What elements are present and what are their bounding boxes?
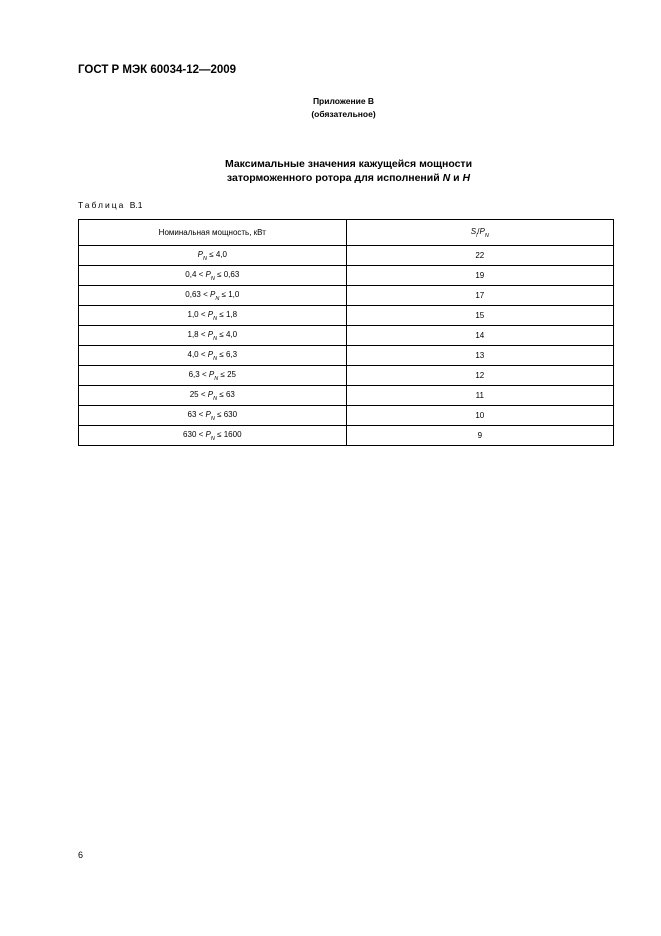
- range-upper: 1,0: [228, 289, 240, 299]
- range-lower: 630: [183, 429, 197, 439]
- cell-ratio: 10: [346, 406, 613, 426]
- document-code: ГОСТ Р МЭК 60034-12—2009: [78, 64, 237, 76]
- cell-rated-power: [79, 286, 347, 306]
- heading-variant-n: N: [442, 172, 451, 184]
- range-lower: 25: [189, 389, 199, 399]
- cell-rated-power: [79, 326, 347, 346]
- range-upper: 4,0: [215, 249, 227, 259]
- header-ratio: [346, 220, 613, 246]
- range-operator-upper: ≤: [219, 389, 224, 399]
- power-symbol: P: [207, 309, 214, 319]
- cell-rated-power: [79, 306, 347, 326]
- range-operator-upper: ≤: [221, 289, 226, 299]
- range-upper: 4,0: [225, 329, 238, 339]
- power-symbol: P: [205, 269, 211, 279]
- cell-ratio: 9: [346, 426, 613, 446]
- range-operator-upper: ≤: [217, 269, 222, 279]
- table-row: [79, 246, 614, 266]
- appendix-title: Приложение В: [312, 96, 375, 106]
- table-row: [79, 426, 614, 446]
- range-upper: 0,63: [223, 269, 240, 279]
- power-symbol-sub: N: [210, 275, 215, 282]
- table-label: [78, 200, 142, 210]
- header-ratio-p: P: [479, 226, 485, 236]
- power-symbol-sub: N: [215, 295, 220, 302]
- table-row: [79, 286, 614, 306]
- header-ratio-s: S: [470, 226, 477, 236]
- power-symbol: P: [207, 389, 214, 399]
- header-ratio-s-sub: l: [476, 232, 478, 239]
- cell-ratio: 19: [346, 266, 613, 286]
- range-upper: 63: [225, 389, 235, 399]
- power-symbol: P: [205, 429, 211, 439]
- power-symbol-sub: N: [202, 255, 207, 262]
- range-operator-upper: ≤: [219, 349, 224, 359]
- range-lower: 0,4: [185, 269, 197, 279]
- table-row: [79, 346, 614, 366]
- power-symbol-sub: N: [213, 315, 218, 322]
- heading-variant-h: H: [462, 172, 471, 184]
- range-operator-lower: <: [198, 409, 204, 419]
- appendix-status: (обязательное): [311, 109, 376, 119]
- table-label-number: В.1: [129, 200, 143, 210]
- cell-rated-power: [79, 246, 347, 266]
- table-row: [79, 266, 614, 286]
- cell-ratio: 17: [346, 286, 613, 306]
- section-heading-line-2: [18, 171, 661, 185]
- cell-rated-power: [79, 426, 347, 446]
- range-operator-lower: <: [200, 389, 206, 399]
- table-row: [79, 306, 614, 326]
- cell-rated-power: [79, 406, 347, 426]
- header-ratio-p-sub: N: [484, 232, 489, 239]
- cell-rated-power: [79, 346, 347, 366]
- range-operator-upper: ≤: [217, 429, 222, 439]
- table-label-prefix: Таблица: [78, 200, 126, 210]
- heading-conjunction: и: [450, 172, 463, 184]
- range-upper: 1600: [223, 429, 242, 439]
- power-symbol: P: [205, 409, 211, 419]
- range-upper: 6,3: [225, 349, 238, 359]
- section-heading-line-1: Максимальные значения кажущейся мощности: [224, 158, 473, 170]
- cell-ratio: 12: [346, 366, 613, 386]
- cell-ratio: 13: [346, 346, 613, 366]
- header-rated-power: Номинальная мощность, кВт: [79, 220, 347, 246]
- range-upper: 1,8: [225, 309, 238, 319]
- power-symbol: P: [197, 249, 203, 259]
- power-symbol-sub: N: [213, 355, 218, 362]
- power-symbol: P: [208, 369, 215, 379]
- range-operator-upper: ≤: [217, 409, 222, 419]
- power-symbol-sub: N: [214, 375, 219, 382]
- range-operator-lower: <: [203, 289, 208, 299]
- cell-ratio: 11: [346, 386, 613, 406]
- range-operator-upper: ≤: [220, 369, 225, 379]
- power-symbol: P: [207, 329, 214, 339]
- power-symbol-sub: N: [210, 435, 215, 442]
- cell-rated-power: [79, 266, 347, 286]
- range-lower: 0,63: [185, 289, 201, 299]
- table-row: [79, 366, 614, 386]
- table-header-row: [79, 220, 614, 246]
- power-ratio-table: [78, 219, 614, 446]
- header-ratio-slash: /: [477, 226, 480, 236]
- table-body: [79, 246, 614, 446]
- power-symbol: P: [207, 349, 214, 359]
- power-symbol-sub: N: [210, 415, 215, 422]
- range-operator-upper: ≤: [219, 329, 224, 339]
- table-row: [79, 406, 614, 426]
- range-operator-lower: <: [201, 369, 207, 379]
- power-symbol-sub: N: [213, 395, 218, 402]
- cell-ratio: 14: [346, 326, 613, 346]
- power-symbol: P: [210, 289, 216, 299]
- range-operator-lower: <: [198, 269, 204, 279]
- range-operator-upper: ≤: [219, 309, 224, 319]
- cell-ratio: 15: [346, 306, 613, 326]
- range-operator-upper: ≤: [209, 249, 214, 259]
- table-row: [79, 326, 614, 346]
- cell-ratio: 22: [346, 246, 613, 266]
- page-number: 6: [78, 850, 84, 860]
- range-operator-lower: <: [200, 309, 206, 319]
- range-lower: 6,3: [188, 369, 200, 379]
- range-upper: 630: [223, 409, 238, 419]
- range-lower: 63: [187, 409, 197, 419]
- power-symbol-sub: N: [213, 335, 218, 342]
- range-lower: 1,8: [187, 329, 199, 339]
- range-operator-lower: <: [200, 329, 206, 339]
- range-lower: 4,0: [187, 349, 199, 359]
- range-operator-lower: <: [198, 429, 204, 439]
- cell-rated-power: [79, 386, 347, 406]
- range-lower: 1,0: [187, 309, 199, 319]
- table-row: [79, 386, 614, 406]
- range-upper: 25: [227, 369, 236, 379]
- range-operator-lower: <: [200, 349, 206, 359]
- cell-rated-power: [79, 366, 347, 386]
- heading-text: заторможенного ротора для исполнений: [226, 172, 443, 184]
